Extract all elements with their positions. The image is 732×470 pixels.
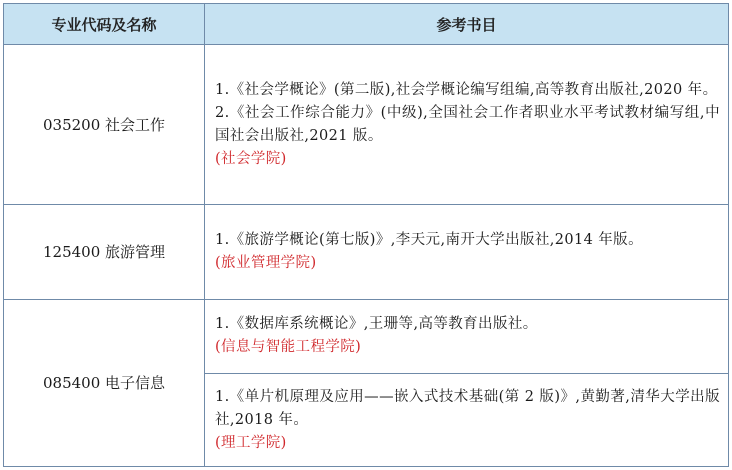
header-major: 专业代码及名称 — [4, 4, 205, 45]
header-books: 参考书目 — [205, 4, 729, 45]
college-label: (信息与智能工程学院) — [215, 339, 362, 356]
college-label: (社会学院) — [215, 150, 287, 167]
book-entry: 2.《社会工作综合能力》(中级),全国社会工作者职业水平考试教材编写组,中国社会出版社,2021 版。 — [215, 104, 720, 144]
table-row — [4, 299, 729, 374]
books-cell — [205, 299, 729, 374]
college-label: (旅业管理学院) — [215, 254, 317, 271]
college-label: (理工学院) — [215, 434, 287, 451]
book-entry: 1.《单片机原理及应用——嵌入式技术基础(第 2 版)》,黄勤著,清华大学出版社,2018 年。 — [215, 388, 720, 428]
table-row — [4, 204, 729, 299]
books-cell — [205, 374, 729, 467]
major-cell: 125400 旅游管理 — [4, 204, 205, 299]
books-cell — [205, 204, 729, 299]
header-row — [4, 4, 729, 45]
book-entry: 1.《旅游学概论(第七版)》,李天元,南开大学出版社,2014 年版。 — [215, 231, 643, 248]
books-cell — [205, 45, 729, 204]
book-entry: 1.《社会学概论》(第二版),社会学概论编写组编,高等教育出版社,2020 年。 — [215, 81, 718, 98]
major-cell: 085400 电子信息 — [4, 299, 205, 466]
major-cell: 035200 社会工作 — [4, 45, 205, 204]
table-row — [4, 45, 729, 204]
book-entry: 1.《数据库系统概论》,王珊等,高等教育出版社。 — [215, 316, 538, 333]
reference-books-table — [3, 3, 729, 467]
